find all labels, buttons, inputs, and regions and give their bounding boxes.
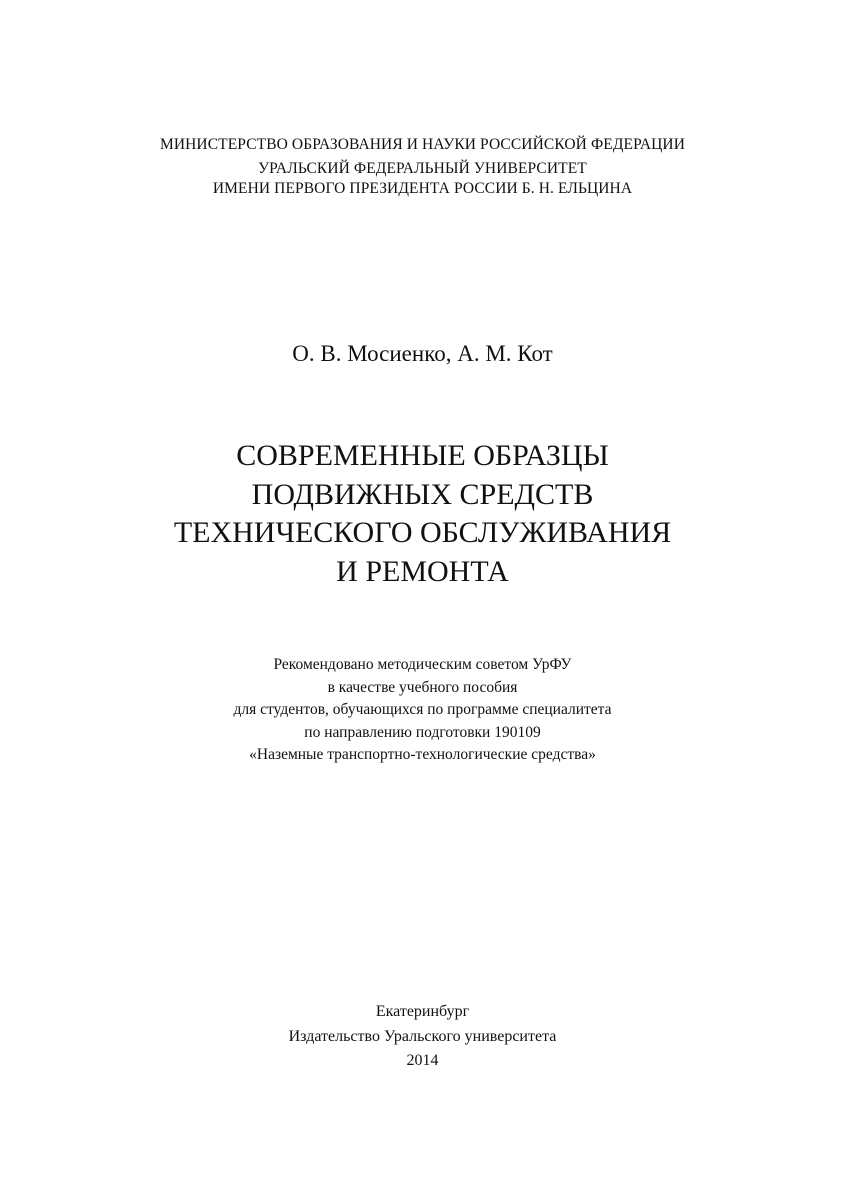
university-name-line: ИМЕНИ ПЕРВОГО ПРЕЗИДЕНТА РОССИИ Б. Н. ЕЛЬЦИНА <box>212 180 633 197</box>
university-line: УРАЛЬСКИЙ ФЕДЕРАЛЬНЫЙ УНИВЕРСИТЕТ <box>258 160 587 177</box>
title-line: ПОДВИЖНЫХ СРЕДСТВ <box>251 477 594 511</box>
imprint-publisher: Издательство Уральского университета <box>288 1027 557 1045</box>
recommendation-line: для студентов, обучающихся по программе специалитета <box>233 701 612 718</box>
title-line: ТЕХНИЧЕСКОГО ОБСЛУЖИВАНИЯ <box>173 516 672 549</box>
imprint-year: 2014 <box>406 1052 439 1069</box>
authors-line: О. В. Мосиенко, А. М. Кот <box>292 341 553 366</box>
ministry-line: МИНИСТЕРСТВО ОБРАЗОВАНИЯ И НАУКИ РОССИЙСКОЙ ФЕДЕРАЦИИ <box>159 136 686 153</box>
imprint-city: Екатеринбург <box>375 1003 470 1020</box>
book-title <box>0 437 845 591</box>
recommendation-line: в качестве учебного пособия <box>327 678 518 696</box>
title-line: СОВРЕМЕННЫЕ ОБРАЗЦЫ <box>236 439 609 472</box>
recommendation-line: по направлению подготовки 190109 <box>304 723 541 741</box>
recommendation-line: Рекомендовано методическим советом УрФУ <box>273 656 572 673</box>
ministry-header <box>0 135 845 199</box>
imprint <box>0 1000 845 1074</box>
authors <box>0 339 845 369</box>
recommendation-line: «Наземные транспортно-технологические средства» <box>249 746 596 763</box>
recommendation-note <box>0 654 845 767</box>
title-line: И РЕМОНТА <box>336 554 509 588</box>
